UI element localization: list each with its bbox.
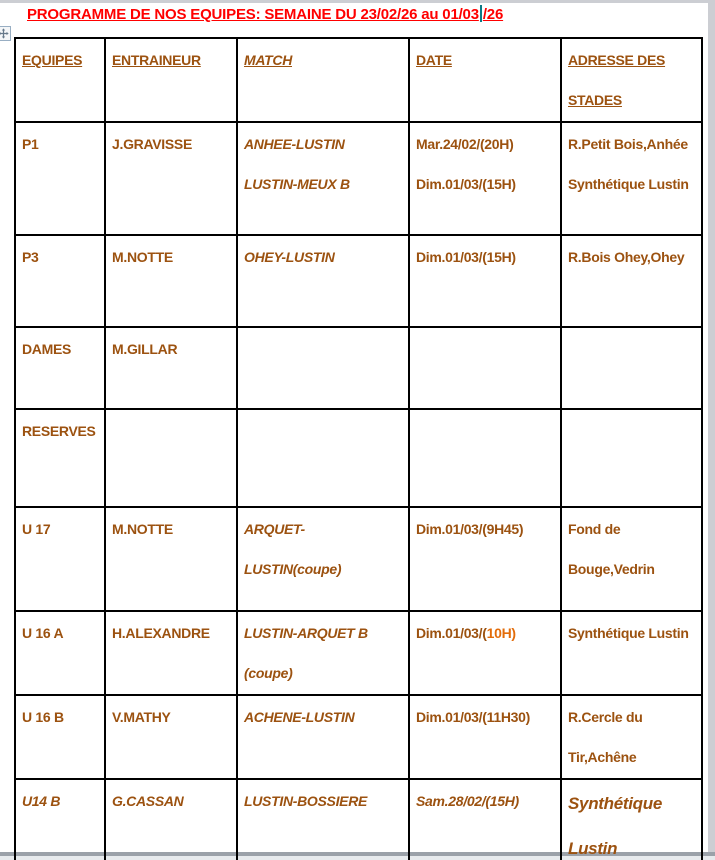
- cell-entraineur-line: V.MATHY: [112, 709, 171, 725]
- cell-adresse-line: R.Bois Ohey,Ohey: [568, 249, 685, 265]
- cell-adresse-line: Lustin: [568, 839, 618, 858]
- title-text-before-caret: PROGRAMME DE NOS EQUIPES: SEMAINE DU 23/02/26 au 01/03: [27, 6, 479, 23]
- cell-date-line: Mar.24/02/(20H): [416, 136, 514, 152]
- cell-equipe[interactable]: [15, 409, 105, 507]
- four-way-arrow-icon: [0, 28, 9, 39]
- cell-match-line: ANHEE-LUSTIN: [244, 136, 345, 152]
- cell-date-line: Dim.01/03/(11H30): [416, 709, 530, 725]
- cell-equipe-line: U 16 A: [22, 625, 64, 641]
- cell-entraineur[interactable]: [105, 409, 237, 507]
- cell-match[interactable]: [237, 122, 409, 235]
- cell-adresse[interactable]: [561, 611, 702, 695]
- cell-date[interactable]: [409, 235, 561, 327]
- cell-equipe[interactable]: [15, 695, 105, 779]
- table-row: [15, 507, 702, 611]
- cell-entraineur[interactable]: [105, 611, 237, 695]
- column-header-match[interactable]: MATCH: [237, 38, 409, 122]
- cell-equipe-line: U14 B: [22, 793, 61, 809]
- cell-match-line: OHEY-LUSTIN: [244, 249, 335, 265]
- cell-entraineur[interactable]: [105, 122, 237, 235]
- header-row: [15, 38, 702, 122]
- cell-adresse[interactable]: [561, 235, 702, 327]
- cell-entraineur[interactable]: [105, 507, 237, 611]
- cell-date[interactable]: [409, 779, 561, 860]
- cell-match-line: ACHENE-LUSTIN: [244, 709, 355, 725]
- cell-equipe-line: DAMES: [22, 341, 72, 357]
- cell-adresse-line: R.Petit Bois,Anhée: [568, 136, 688, 152]
- cell-adresse-line: Fond de: [568, 521, 621, 537]
- cell-adresse[interactable]: [561, 122, 702, 235]
- cell-adresse-line: Bouge,Vedrin: [568, 561, 655, 577]
- cell-match[interactable]: [237, 327, 409, 409]
- text-cursor: [480, 5, 482, 22]
- cell-date-line: Dim.01/03/(15H): [416, 249, 516, 265]
- cell-equipe-line: P3: [22, 249, 39, 265]
- table-row: [15, 611, 702, 695]
- table-row: [15, 122, 702, 235]
- cell-match[interactable]: [237, 611, 409, 695]
- cell-adresse-line: R.Cercle du: [568, 709, 643, 725]
- cell-entraineur[interactable]: [105, 235, 237, 327]
- cell-equipe[interactable]: [15, 507, 105, 611]
- page-right-edge: [708, 0, 715, 860]
- table-row: [15, 327, 702, 409]
- cell-match-line: LUSTIN-BOSSIERE: [244, 793, 368, 809]
- cell-equipe[interactable]: [15, 327, 105, 409]
- cell-equipe[interactable]: [15, 611, 105, 695]
- cell-match-line: LUSTIN-MEUX B: [244, 176, 350, 192]
- cell-equipe-line: U 16 B: [22, 709, 64, 725]
- cell-entraineur-line: H.ALEXANDRE: [112, 625, 210, 641]
- column-header-equipes[interactable]: EQUIPES: [15, 38, 105, 122]
- column-header-entraineur[interactable]: ENTRAINEUR: [105, 38, 237, 122]
- table-row: [15, 779, 702, 860]
- cell-entraineur[interactable]: [105, 779, 237, 860]
- cell-date[interactable]: [409, 327, 561, 409]
- cell-date-line: Dim.01/03/(10H): [416, 625, 516, 641]
- cell-entraineur-line: J.GRAVISSE: [112, 136, 192, 152]
- highlighted-time: 10H): [486, 625, 516, 641]
- cell-match[interactable]: [237, 409, 409, 507]
- cell-match-line: LUSTIN(coupe): [244, 561, 342, 577]
- cell-adresse[interactable]: [561, 409, 702, 507]
- cell-equipe-line: RESERVES: [22, 423, 96, 439]
- cell-equipe[interactable]: [15, 779, 105, 860]
- cell-equipe-line: P1: [22, 136, 39, 152]
- cell-date[interactable]: [409, 611, 561, 695]
- table-move-handle-icon[interactable]: [0, 26, 11, 41]
- cell-equipe[interactable]: [15, 235, 105, 327]
- cell-match-line: (coupe): [244, 665, 293, 681]
- cell-adresse[interactable]: [561, 327, 702, 409]
- cell-match[interactable]: [237, 507, 409, 611]
- column-header-adresse[interactable]: ADRESSE DES STADES: [561, 38, 702, 122]
- cell-entraineur-line: G.CASSAN: [112, 793, 184, 809]
- cell-entraineur-line: M.NOTTE: [112, 521, 173, 537]
- cell-adresse-line: Synthétique: [568, 794, 662, 813]
- cell-match[interactable]: [237, 695, 409, 779]
- cell-adresse[interactable]: [561, 695, 702, 779]
- cell-date-line: Dim.01/03/(15H): [416, 176, 516, 192]
- cell-entraineur[interactable]: [105, 695, 237, 779]
- cell-entraineur-line: M.NOTTE: [112, 249, 173, 265]
- table-row: [15, 695, 702, 779]
- table-row: [15, 235, 702, 327]
- cell-date-line: Dim.01/03/(9H45): [416, 521, 524, 537]
- cell-equipe-line: U 17: [22, 521, 51, 537]
- cell-entraineur[interactable]: [105, 327, 237, 409]
- title-text-after-caret: /26: [482, 6, 504, 23]
- cell-date[interactable]: [409, 507, 561, 611]
- cell-adresse-line: Tir,Achêne: [568, 749, 637, 765]
- cell-match[interactable]: [237, 779, 409, 860]
- cell-match[interactable]: [237, 235, 409, 327]
- cell-entraineur-line: M.GILLAR: [112, 341, 178, 357]
- cell-adresse[interactable]: [561, 507, 702, 611]
- cell-adresse-line: Synthétique Lustin: [568, 625, 689, 641]
- cell-date-line: Sam.28/02/(15H): [416, 793, 519, 809]
- schedule-table-body: [15, 122, 702, 860]
- table-row: [15, 409, 702, 507]
- cell-date[interactable]: [409, 409, 561, 507]
- cell-date[interactable]: [409, 122, 561, 235]
- column-header-date[interactable]: DATE: [409, 38, 561, 122]
- cell-date[interactable]: [409, 695, 561, 779]
- cell-match-line: LUSTIN-ARQUET B: [244, 625, 368, 641]
- cell-adresse[interactable]: [561, 779, 702, 860]
- page-top-edge: [0, 0, 715, 3]
- schedule-table: [14, 37, 703, 860]
- document-title[interactable]: [27, 5, 503, 23]
- cell-match-line: ARQUET-: [244, 521, 305, 537]
- cell-adresse-line: Synthétique Lustin: [568, 176, 689, 192]
- cell-equipe[interactable]: [15, 122, 105, 235]
